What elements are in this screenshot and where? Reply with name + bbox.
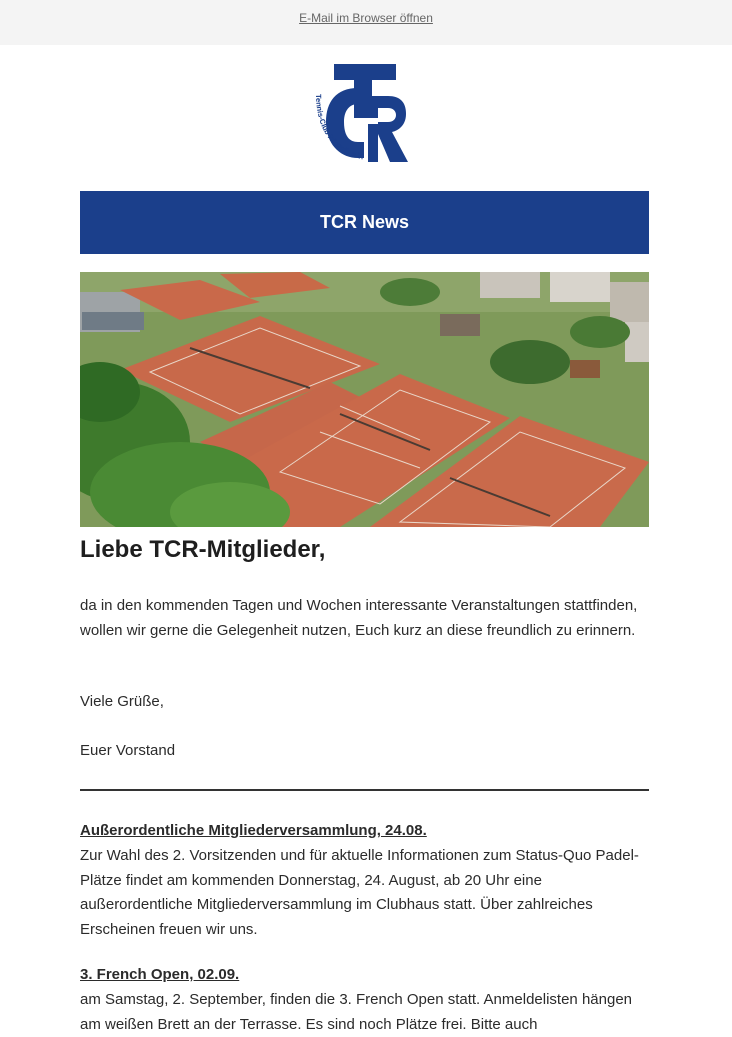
section-body-meeting: Zur Wahl des 2. Vorsitzenden und für aktuelle Informationen zum Status-Quo Padel-Plätze findet am kommenden Donnerstag, 24. August, ab 20 Uhr eine außerordentliche Mitgliederversammlung im Clubhaus statt. Über zahlreiches Erscheinen freuen wir uns.	[80, 847, 639, 938]
courts-illustration	[80, 272, 649, 527]
section-body-french-open: am Samstag, 2. September, finden die 3. French Open statt. Anmeldelisten hängen am weißen Brett an der Terrasse. Es sind noch Plätze frei. Bitte auch	[80, 991, 632, 1033]
banner-title: TCR News	[319, 212, 409, 232]
logo-org-text: Tennis-Club Rösrath e.V.	[313, 93, 365, 162]
browser-view-bar	[0, 0, 732, 45]
tcr-logo-graphic	[312, 62, 412, 166]
regards-text: Viele Grüße,	[80, 693, 164, 710]
intro-paragraph: da in den kommenden Tagen und Wochen interessante Veranstaltungen stattfinden, wollen wir gerne die Gelegenheit nutzen, Euch kurz an diese freundlich zu erinnern.	[80, 597, 638, 639]
news-banner	[80, 191, 649, 254]
greeting-heading: Liebe TCR-Mitglieder,	[80, 536, 326, 563]
section-title-meeting[interactable]: Außerordentliche Mitgliederversammlung, 24.08.	[80, 822, 427, 839]
open-in-browser-link[interactable]: E-Mail im Browser öffnen	[299, 11, 433, 25]
tcr-logo	[312, 62, 412, 166]
tennis-courts-aerial-photo	[80, 272, 649, 527]
divider	[80, 789, 649, 791]
section-title-french-open[interactable]: 3. French Open, 02.09.	[80, 966, 240, 983]
signature-text: Euer Vorstand	[80, 742, 176, 759]
